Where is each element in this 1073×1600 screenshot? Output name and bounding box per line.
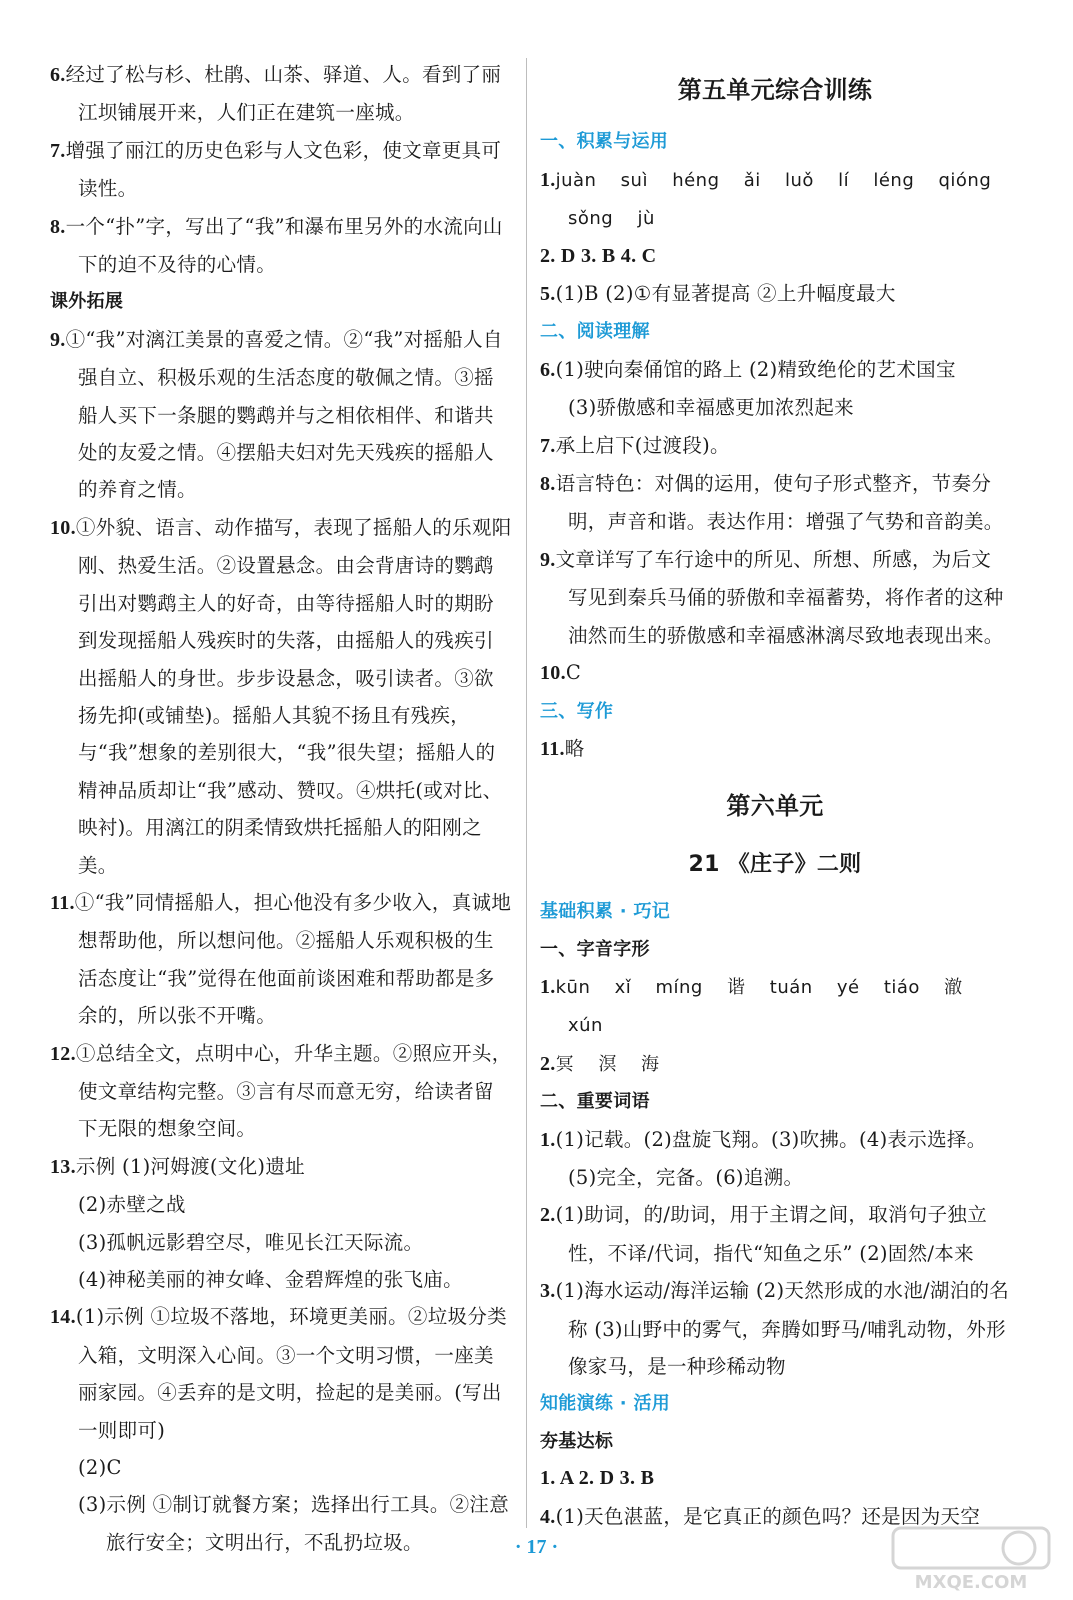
answer-r9 bbox=[540, 541, 1010, 654]
pinyin-text: sǒng jù bbox=[568, 208, 655, 230]
answer-w2 bbox=[540, 1196, 1010, 1272]
answer-number: 1. bbox=[540, 168, 556, 191]
section-heading-basics: 基础积累 · 巧记 bbox=[540, 901, 671, 923]
pinyin-text: kūn xǐ míng 谐 tuán yé tiáo 澈 xún bbox=[555, 976, 963, 1037]
answer-number: 5. bbox=[540, 283, 556, 306]
answer-text: C bbox=[565, 661, 582, 685]
subheading-foundation: 夯基达标 bbox=[540, 1430, 614, 1452]
answer-9 bbox=[50, 321, 512, 509]
answer-r1 bbox=[540, 161, 1010, 199]
answer-text: (1)助词，的/助词，用于主谓之间，取消句子独立性，不译/代词，指代“知鱼之乐” (2)固然/本来 bbox=[555, 1203, 988, 1265]
answer-text: (1)记载。(2)盘旋飞翔。(3)吹拂。(4)表示选择。(5)完全，完备。(6)追溯。 bbox=[555, 1127, 987, 1189]
answer-number: 2. bbox=[540, 1204, 556, 1227]
watermark-logo bbox=[891, 1526, 1051, 1592]
section-heading-writing: 三、写作 bbox=[540, 700, 614, 722]
left-column bbox=[50, 56, 512, 1561]
answer-13-part4: (4)神秘美丽的神女峰、金碧辉煌的张飞庙。 bbox=[78, 1268, 463, 1291]
answer-number: 10. bbox=[50, 516, 76, 539]
answer-r1-cont bbox=[540, 199, 1010, 237]
answer-number: 13. bbox=[50, 1155, 76, 1178]
answer-r7 bbox=[540, 427, 1010, 465]
answer-text: 语言特色：对偶的运用，使句子形式整齐，节奏分明，声音和谐。表达作用：增强了气势和音韵美。 bbox=[555, 472, 1004, 534]
answer-14-part2: (2)C bbox=[78, 1456, 122, 1480]
answer-text: ①外貌、语言、动作描写，表现了摇船人的乐观阳刚、热爱生活。②设置悬念。由会背唐诗的鹦鹉引出对鹦鹉主人的好奇，由等待摇船人时的期盼到发现摇船人残疾时的失落，由摇船人的残疾引出摇船人的身世。步步设悬念，吸引读者。③欲扬先抑(或铺垫)。摇船人其貌不扬且有残疾，与“我”想象的差别很大，“我”很失望；摇船人的精神品质却让“我”感动、赞叹。④烘托(或对比、映衬)。用漓江的阴柔情致烘托摇船人的阳刚之美。 bbox=[75, 515, 512, 877]
answer-text: (1)驶向秦俑馆的路上 (2)精致绝伦的艺术国宝 bbox=[555, 357, 956, 381]
answer-text: (1)示例 ①垃圾不落地，环境更美丽。②垃圾分类入箱，文明深入心间。③一个文明习惯，一座美丽家园。④丢弃的是文明，捡起的是美丽。(写出一则即可) bbox=[75, 1305, 507, 1442]
answer-13-part3: (3)孤帆远影碧空尽，唯见长江天际流。 bbox=[78, 1230, 424, 1254]
answer-r11 bbox=[540, 730, 1010, 768]
answer-number: 8. bbox=[50, 215, 66, 238]
answer-text: 一个“扑”字，写出了“我”和瀑布里另外的水流向山下的迫不及待的心情。 bbox=[65, 214, 503, 277]
answer-number: 2. bbox=[540, 1052, 556, 1075]
answer-11 bbox=[50, 884, 512, 1035]
answer-number: 6. bbox=[540, 358, 556, 381]
answer-number: 10. bbox=[540, 662, 566, 685]
answer-text: 增强了丽江的历史色彩与人文色彩，使文章更具可读性。 bbox=[65, 138, 502, 201]
pinyin-text: juàn suì héng ǎi luǒ lí léng qióng bbox=[555, 169, 992, 191]
answer-text: 略 bbox=[564, 736, 585, 760]
answer-number: 14. bbox=[50, 1306, 76, 1329]
answer-text: (1)B (2)①有显著提高 ②上升幅度最大 bbox=[555, 282, 896, 306]
answer-r5 bbox=[540, 275, 1010, 313]
answer-8 bbox=[50, 208, 512, 284]
answer-text: 示例 (1)河姆渡(文化)遗址 bbox=[75, 1154, 305, 1178]
answer-text: 经过了松与杉、杜鹃、山茶、驿道、人。看到了丽江坝铺展开来，人们正在建筑一座城。 bbox=[65, 63, 502, 125]
answer-text: (1)天色湛蓝，是它真正的颜色吗？还是因为天空 bbox=[555, 1504, 981, 1528]
answer-z2 bbox=[540, 1045, 1010, 1083]
answer-k1-3: 1. A 2. D 3. B bbox=[540, 1467, 655, 1490]
answer-z1 bbox=[540, 968, 1010, 1045]
column-divider bbox=[526, 58, 527, 1528]
answer-13 bbox=[50, 1148, 512, 1186]
subheading-pronunciation: 一、字音字形 bbox=[540, 938, 650, 960]
section-heading-accumulation: 一、积累与运用 bbox=[540, 131, 669, 153]
answer-number: 3. bbox=[540, 1280, 556, 1303]
answer-text: ①“我”同情摇船人，担心他没有多少收入，真诚地想帮助他，所以想问他。②摇船人乐观积极的生活态度让“我”觉得在他面前谈困难和帮助都是多余的，所以张不开嘴。 bbox=[74, 890, 512, 1028]
answer-number: 7. bbox=[50, 139, 66, 162]
answer-number: 7. bbox=[540, 434, 556, 457]
answer-r2-4: 2. D 3. B 4. C bbox=[540, 244, 657, 267]
answer-number: 6. bbox=[50, 64, 66, 86]
answer-r6 bbox=[540, 351, 1010, 389]
answer-r10 bbox=[540, 654, 1010, 692]
section-heading-practice: 知能演练 · 活用 bbox=[540, 1393, 671, 1415]
answer-text: (1)海水运动/海洋运输 (2)天然形成的水池/湖泊的名称 (3)山野中的雾气，奔腾如野马/哺乳动物，外形像家马，是一种珍稀动物 bbox=[555, 1279, 1010, 1378]
answer-text: ①“我”对漓江美景的喜爱之情。②“我”对摇船人自强自立、积极乐观的生活态度的敬佩之情。③摇船人买下一条腿的鹦鹉并与之相依相伴、和谐共处的友爱之情。④摆船夫妇对先天残疾的摇船人的养育之情。 bbox=[65, 327, 503, 502]
answer-7 bbox=[50, 132, 512, 208]
answer-w1 bbox=[540, 1121, 1010, 1197]
answer-number: 11. bbox=[50, 891, 75, 914]
answer-6 bbox=[50, 56, 512, 132]
unit6-title: 第六单元 bbox=[726, 792, 824, 821]
answer-w3 bbox=[540, 1272, 1010, 1385]
answer-text: ①总结全文，点明中心，升华主题。②照应开头，使文章结构完整。③言有尽而意无穷，给读者留下无限的想象空间。 bbox=[75, 1041, 512, 1141]
answer-14 bbox=[50, 1298, 512, 1449]
answer-13-part2: (2)赤壁之战 bbox=[78, 1193, 186, 1217]
answer-number: 11. bbox=[540, 737, 565, 760]
answer-12 bbox=[50, 1035, 512, 1148]
answer-number: 9. bbox=[540, 548, 556, 571]
answer-number: 8. bbox=[540, 473, 556, 496]
answer-number: 12. bbox=[50, 1042, 76, 1065]
section-heading-extension: 课外拓展 bbox=[50, 291, 124, 313]
answer-number: 4. bbox=[540, 1505, 556, 1528]
lesson-title: 21 《庄子》二则 bbox=[688, 851, 862, 877]
answer-14-part3: (3)示例 ①制订就餐方案；选择出行工具。②注意旅行安全；文明出行，不乱扔垃圾。 bbox=[78, 1493, 510, 1554]
answer-text: 冥 溟 海 bbox=[555, 1053, 660, 1075]
answer-number: 9. bbox=[50, 328, 66, 351]
answer-number: 1. bbox=[540, 1128, 556, 1151]
subheading-vocabulary: 二、重要词语 bbox=[540, 1091, 650, 1113]
answer-text: 承上启下(过渡段)。 bbox=[555, 433, 730, 457]
watermark-text: MXQE.COM bbox=[914, 1572, 1028, 1592]
answer-number: 1. bbox=[540, 975, 556, 998]
section-heading-reading: 二、阅读理解 bbox=[540, 321, 650, 343]
page-number: · 17 · bbox=[514, 1536, 559, 1558]
right-column bbox=[540, 56, 1010, 1536]
answer-r8 bbox=[540, 465, 1010, 541]
answer-r6-cont: (3)骄傲感和幸福感更加浓烈起来 bbox=[568, 396, 854, 420]
answer-10 bbox=[50, 509, 512, 884]
unit5-title: 第五单元综合训练 bbox=[677, 76, 873, 104]
answer-text: 文章详写了车行途中的所见、所想、所感，为后文写见到秦兵马俑的骄傲和幸福蓄势，将作者的这种油然而生的骄傲感和幸福感淋漓尽致地表现出来。 bbox=[555, 547, 1004, 647]
